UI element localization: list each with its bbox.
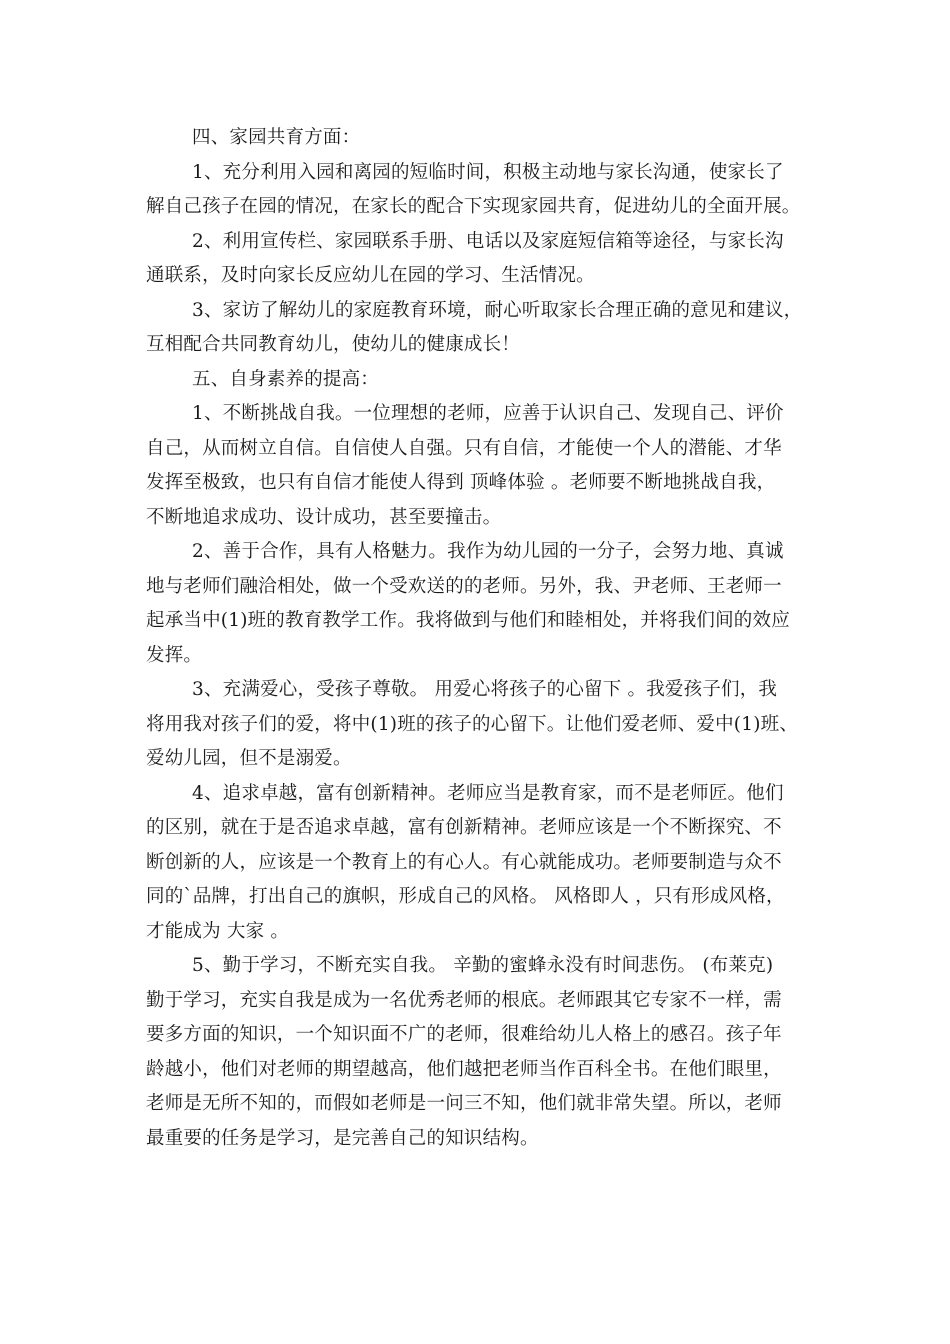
text-line: 4、追求卓越，富有创新精神。老师应当是教育家，而不是老师匠。他们: [192, 782, 784, 804]
text-line: 断创新的人，应该是一个教育上的有心人。有心就能成功。老师要制造与众不: [146, 851, 782, 873]
text-line: 起承当中(1)班的教育教学工作。我将做到与他们和睦相处，并将我们间的效应: [146, 610, 790, 631]
text-line: 通联系，及时向家长反应幼儿在园的学习、生活情况。: [146, 265, 595, 286]
text-line: 最重要的任务是学习，是完善自己的知识结构。: [146, 1127, 539, 1149]
text-line: 勤于学习，充实自我是成为一名优秀老师的根底。老师跟其它专家不一样，需: [146, 989, 782, 1011]
text-line: 老师是无所不知的，而假如老师是一问三不知，他们就非常失望。所以，老师: [146, 1093, 782, 1114]
text-line: 5、勤于学习，不断充实自我。 辛勤的蜜蜂永没有时间悲伤。 (布莱克): [192, 955, 774, 976]
text-line: 1、不断挑战自我。一位理想的老师，应善于认识自己、发现自己、评价: [192, 403, 784, 424]
text-line: 要多方面的知识，一个知识面不广的老师，很难给幼儿人格上的感召。孩子年: [146, 1024, 782, 1045]
text-line: 龄越小，他们对老师的期望越高，他们越把老师当作百科全书。在他们眼里，: [146, 1058, 782, 1080]
text-line: 发挥。: [146, 644, 203, 666]
text-line: 不断地追求成功、设计成功，甚至要撞击。: [146, 506, 502, 528]
text-line: 五、自身素养的提高：: [192, 368, 380, 390]
text-line: 3、家访了解幼儿的家庭教育环境，耐心听取家长合理正确的意见和建议，: [192, 299, 803, 321]
text-line: 互相配合共同教育幼儿，使幼儿的健康成长！: [146, 334, 521, 355]
text-line: 将用我对孩子们的爱，将中(1)班的孩子的心留下。让他们爱老师、爱中(1)班、: [146, 713, 799, 735]
text-line: 爱幼儿园，但不是溺爱。: [146, 748, 352, 769]
text-line: 地与老师们融洽相处，做一个受欢送的的老师。另外，我、尹老师、王老师一: [146, 575, 782, 597]
text-line: 发挥至极致，也只有自信才能使人得到 顶峰体验 。老师要不断地挑战自我，: [146, 472, 776, 493]
text-line: 3、充满爱心，受孩子尊敬。 用爱心将孩子的心留下 。我爱孩子们，我: [192, 679, 778, 700]
text-line: 2、善于合作，具有人格魅力。我作为幼儿园的一分子，会努力地、真诚: [192, 541, 784, 562]
text-line: 1、充分利用入园和离园的短临时间，积极主动地与家长沟通，使家长了: [192, 161, 784, 183]
text-line: 自己，从而树立自信。自信使人自强。只有自信，才能使一个人的潜能、才华: [146, 437, 782, 459]
text-line: 才能成为 大家 。: [146, 920, 290, 942]
document-body: [146, 121, 806, 1156]
text-line: 四、家园共育方面：: [192, 127, 361, 148]
text-line: 解自己孩子在园的情况，在家长的配合下实现家园共育，促进幼儿的全面开展。: [146, 196, 801, 217]
text-line: 的区别，就在于是否追求卓越，富有创新精神。老师应该是一个不断探究、不: [146, 817, 782, 838]
text-line: 2、利用宣传栏、家园联系手册、电话以及家庭短信箱等途径，与家长沟: [192, 230, 784, 252]
text-line: 同的`品牌，打出自己的旗帜，形成自己的风格。 风格即人 ，只有形成风格，: [146, 886, 785, 907]
